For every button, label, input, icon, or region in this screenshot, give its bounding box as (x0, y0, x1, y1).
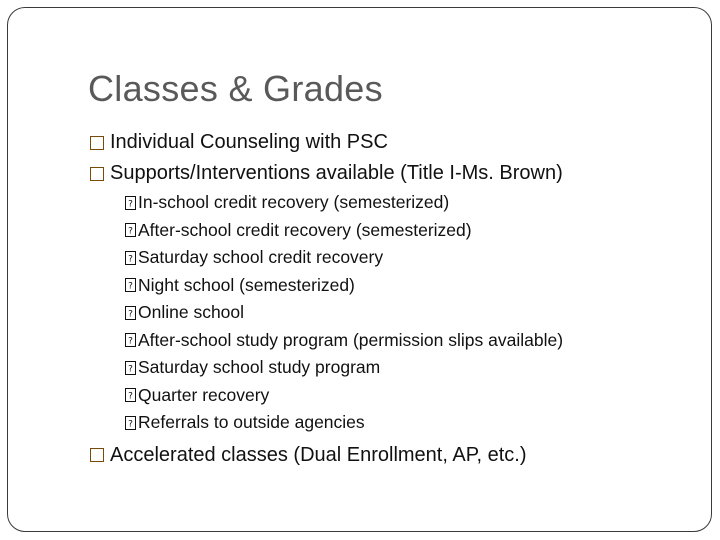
svg-text:?: ? (127, 364, 133, 375)
svg-text:?: ? (127, 391, 133, 402)
missing-glyph-icon (123, 333, 137, 348)
square-box-icon (90, 448, 104, 462)
bullet-item-counseling (90, 127, 563, 158)
sub-bullet-item (123, 244, 563, 272)
sub-bullet-text: Saturday school credit recovery (138, 247, 384, 268)
missing-glyph-icon (123, 415, 137, 430)
missing-glyph-icon (123, 388, 137, 403)
sub-bullet-item (123, 382, 563, 410)
sub-bullet-group (90, 189, 563, 437)
svg-text:?: ? (127, 254, 133, 265)
bullet-text: Individual Counseling with PSC (110, 131, 388, 153)
sub-bullet-text: Night school (semesterized) (138, 274, 355, 295)
sub-bullet-item (123, 327, 563, 355)
sub-bullet-text: Online school (138, 302, 245, 323)
sub-bullet-text: After-school study program (permission slips available) (138, 329, 564, 350)
sub-bullet-text: In-school credit recovery (semesterized) (138, 192, 450, 213)
missing-glyph-icon (123, 223, 137, 238)
square-box-icon (90, 136, 104, 150)
bullet-list (90, 127, 563, 471)
missing-glyph-icon (123, 195, 137, 210)
bullet-text: Accelerated classes (Dual Enrollment, AP, etc.) (110, 443, 527, 466)
sub-bullet-text: Referrals to outside agencies (138, 412, 365, 433)
sub-bullet-list (90, 189, 563, 437)
missing-glyph-icon (123, 305, 137, 320)
svg-text:?: ? (127, 419, 133, 430)
sub-bullet-item (123, 272, 563, 300)
svg-text:?: ? (127, 199, 133, 210)
sub-bullet-text: Quarter recovery (138, 384, 270, 405)
svg-text:?: ? (127, 281, 133, 292)
sub-bullet-text: Saturday school study program (138, 357, 381, 378)
missing-glyph-icon (123, 278, 137, 293)
svg-text:?: ? (127, 226, 133, 237)
sub-bullet-item (123, 354, 563, 382)
sub-bullet-text: After-school credit recovery (semesterized) (138, 219, 472, 240)
missing-glyph-icon (123, 250, 137, 265)
missing-glyph-icon (123, 360, 137, 375)
sub-bullet-item (123, 189, 563, 217)
sub-bullet-item (123, 299, 563, 327)
svg-text:?: ? (127, 336, 133, 347)
bullet-text: Supports/Interventions available (Title I-Ms. Brown) (110, 162, 563, 184)
bullet-item-accelerated (90, 440, 563, 471)
sub-bullet-item (123, 217, 563, 245)
square-box-icon (90, 167, 104, 181)
slide-title: Classes & Grades (88, 68, 383, 109)
sub-bullet-item (123, 409, 563, 437)
svg-text:?: ? (127, 309, 133, 320)
slide-frame (7, 7, 712, 532)
bullet-item-supports (90, 158, 563, 189)
